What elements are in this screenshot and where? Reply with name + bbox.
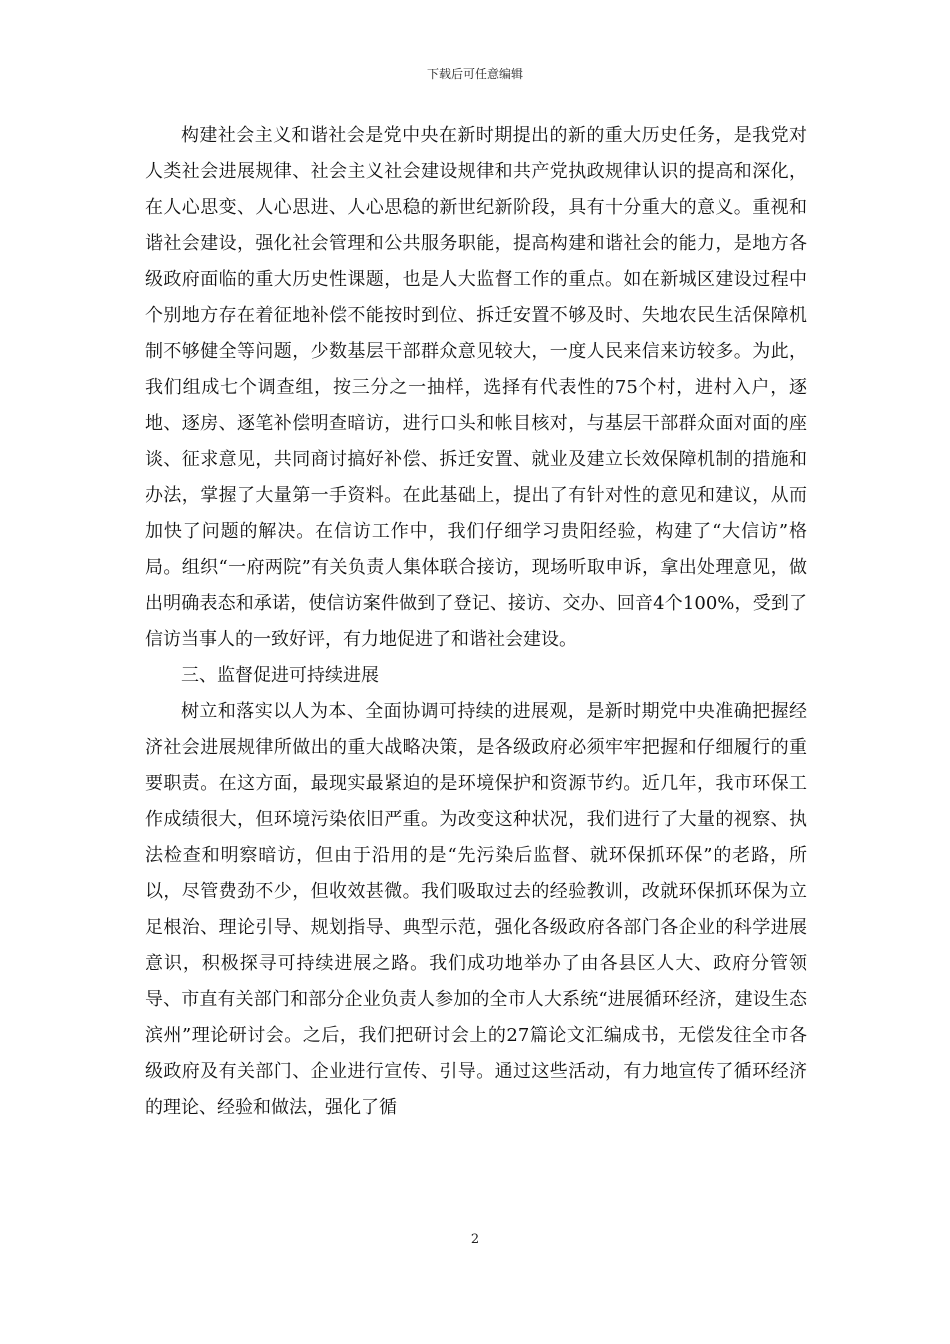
page-header: 下载后可任意编辑 (426, 67, 523, 81)
section-heading: 三、监督促进可持续进展 (181, 665, 379, 686)
page-number: 2 (470, 1232, 480, 1247)
paragraph-sustainable-development: 树立和落实以人为本、全面协调可持续的进展观，是新时期党中央准确把握经济社会进展规律所做出的重大战略决策，是各级政府必须牢牢把握和仔细履行的重要职责。在这方面，最现实最紧迫的是环境保护和资源节约。近几年，我市环保工作成绩很大，但环境污染依旧严重。为改变这种状况，我们进行了大量的视察、执法检查和明察暗访，但由于沿用的是“先污染后监督、就环保抓环保”的老路，所以，尽管费劲不少，但收效甚微。我们吸取过去的经验教训，改就环保抓环保为立足根治、理论引导、规划指导、典型示范，强化各级政府各部门各企业的科学进展意识，积极探寻可持续进展之路。我们成功地举办了由各县区人大、政府分管领导、市直有关部门和部分企业负责人参加的全市人大系统“进展循环经济，建设生态滨州”理论研讨会。之后，我们把研讨会上的27篇论文汇编成书，无偿发往全市各级政府及有关部门、企业进行宣传、引导。通过这些活动，有力地宣传了循环经济的理论、经验和做法，强化了循 (145, 701, 807, 1118)
paragraph-harmonious-society: 构建社会主义和谐社会是党中央在新时期提出的新的重大历史任务，是我党对人类社会进展规律、社会主义社会建设规律和共产党执政规律认识的提高和深化，在人心思变、人心思进、人心思稳的新世纪新阶段，具有十分重大的意义。重视和谐社会建设，强化社会管理和公共服务职能，提高构建和谐社会的能力，是地方各级政府面临的重大历史性课题，也是人大监督工作的重点。如在新城区建设过程中个别地方存在着征地补偿不能按时到位、拆迁安置不够及时、失地农民生活保障机制不够健全等问题，少数基层干部群众意见较大，一度人民来信来访较多。为此，我们组成七个调查组，按三分之一抽样，选择有代表性的75个村，进村入户，逐地、逐房、逐笔补偿明查暗访，进行口头和帐目核对，与基层干部群众面对面的座谈、征求意见，共同商讨搞好补偿、拆迁安置、就业及建立长效保障机制的措施和办法，掌握了大量第一手资料。在此基础上，提出了有针对性的意见和建议，从而加快了问题的解决。在信访工作中，我们仔细学习贵阳经验，构建了“大信访”格局。组织“一府两院”有关负责人集体联合接访，现场听取申诉，拿出处理意见，做出明确表态和承诺，使信访案件做到了登记、接访、交办、回音4个100%，受到了信访当事人的一致好评，有力地促进了和谐社会建设。 (145, 125, 807, 650)
document-body (145, 118, 807, 1126)
